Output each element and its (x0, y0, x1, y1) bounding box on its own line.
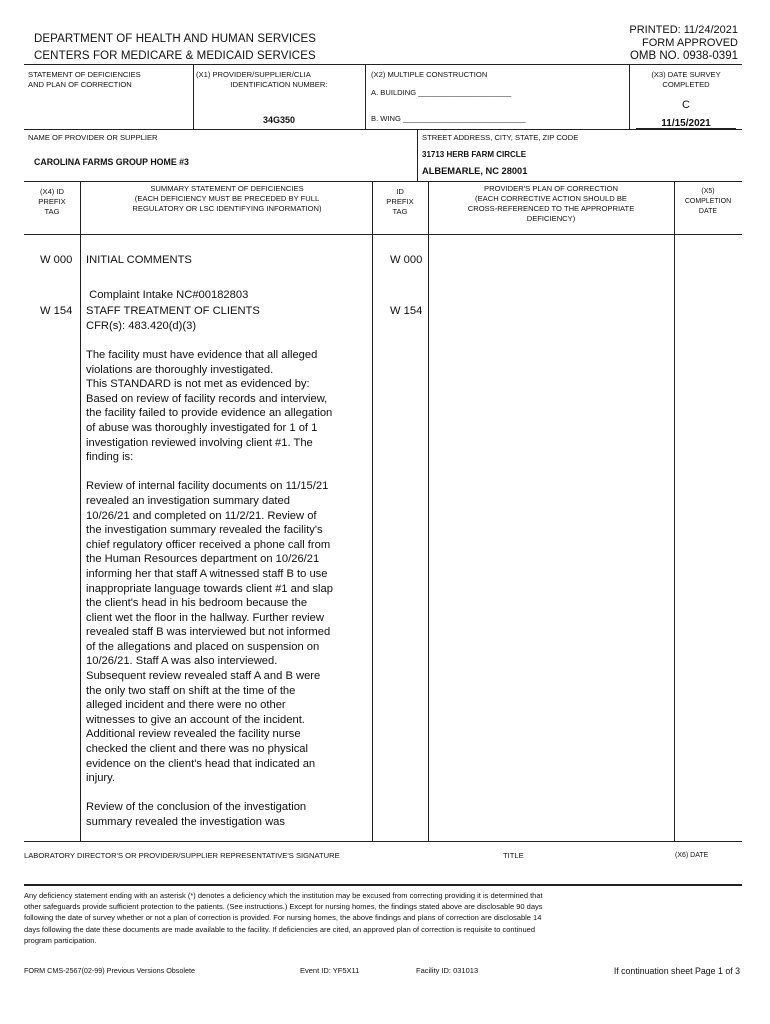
agency-title: CENTERS FOR MEDICARE & MEDICAID SERVICES (34, 50, 316, 62)
city-state-zip: ALBEMARLE, NC 28001 (422, 166, 528, 176)
printed-date: PRINTED: 11/24/2021 (629, 24, 738, 36)
survey-code: C (682, 99, 690, 111)
statement-label: STATEMENT OF DEFICIENCIES AND PLAN OF CORRECTION (28, 70, 141, 89)
form-approved: FORM APPROVED (642, 37, 738, 49)
provider-id-number: 34G350 (262, 115, 296, 125)
provider-name-label: NAME OF PROVIDER OR SUPPLIER (28, 133, 158, 142)
w154-title: STAFF TREATMENT OF CLIENTS (86, 305, 260, 317)
tag-w000: W 000 (40, 254, 73, 266)
narrative-paragraph-1: The facility must have evidence that all alleged violations are thoroughly investigated. This STANDARD is not met as evidenced by: Based on review of facility records and interview, the facility failed to provide evidence an allegation of abuse was thoroughly investigated for 1 of 1 investigation reviewed involving client #1. The finding is: (86, 349, 333, 464)
asterisk-footnote: Any deficiency statement ending with an asterisk (*) denotes a deficiency which the institution may be excused from correcting providing it is determined that other safeguards provide sufficient protection to the patients. (See instructions.) Except for nursing homes, the findings stated above are disclosable 90 days following the date of survey whether or not a plan of correction is provided. For nursing homes, the above findings and plans of correction are disclosable 14 days following the date these documents are made available to the facility. If deficiencies are cited, an approved plan of correction is requisite to continued program participation. (24, 891, 543, 945)
x5-header: (X5) COMPLETION DATE (684, 188, 732, 215)
complaint-intake: Complaint Intake NC#00182803 (86, 289, 249, 301)
title-label: TITLE (503, 851, 524, 860)
tag-w154: W 154 (40, 305, 73, 317)
initial-comments-title: INITIAL COMMENTS (86, 254, 192, 266)
x1-label: (X1) PROVIDER/SUPPLIER/CLIA IDENTIFICATION NUMBER: (196, 70, 328, 89)
provider-name: CAROLINA FARMS GROUP HOME #3 (34, 157, 189, 167)
deficiency-narrative (86, 348, 370, 844)
street-address: 31713 HERB FARM CIRCLE (422, 150, 527, 159)
date-label: (X6) DATE (675, 852, 709, 859)
id-header: ID PREFIX TAG (386, 187, 414, 216)
x3-label: (X3) DATE SURVEY COMPLETED (651, 70, 721, 89)
form-number: FORM CMS-2567(02-99) Previous Versions Obsolete (24, 966, 195, 975)
omb-number: OMB NO. 0938-0391 (629, 50, 738, 62)
w154-cfr: CFR(s): 483.420(d)(3) (86, 319, 197, 332)
summary-header: SUMMARY STATEMENT OF DEFICIENCIES (EACH DEFICIENCY MUST BE PRECEDED BY FULL REGULATORY OR LSC IDENTIFYING INFORMATION) (132, 184, 322, 213)
x2-label: (X2) MULTIPLE CONSTRUCTION (371, 70, 488, 79)
wing-field: B. WING _____________________________ (371, 114, 526, 123)
narrative-paragraph-3: Review of the conclusion of the investigation summary revealed the investigation was (86, 801, 307, 828)
tag-w000-right: W 000 (390, 254, 423, 266)
plan-header: PROVIDER'S PLAN OF CORRECTION (EACH CORRECTIVE ACTION SHOULD BE CROSS-REFERENCED TO THE APPROPRIATE DEFICIENCY) (467, 184, 635, 223)
building-field: A. BUILDING ______________________ (371, 88, 512, 97)
signature-label: LABORATORY DIRECTOR'S OR PROVIDER/SUPPLIER REPRESENTATIVE'S SIGNATURE (24, 851, 340, 860)
event-id: Event ID: YF5X11 (300, 966, 360, 975)
survey-completed-date: 11/15/2021 (661, 118, 711, 129)
x4-header: (X4) ID PREFIX TAG (38, 187, 66, 216)
narrative-paragraph-2: Review of internal facility documents on 11/15/21 revealed an investigation summary dated 10/26/21 and completed on 11/2/21. Review of the investigation summary revealed the facility's chief regulatory officer received a phone call from the Human Resources department on 10/26/21 informing her that staff A witnessed staff B to use inappropriate language towards client #1 and slap the client's head in his bedroom because the client wet the floor in the hallway. Further review revealed staff B was interviewed but not informed of the allegations and placed on suspension on 10/26/21. Staff A was also interviewed. Subsequent review revealed staff A and B were the only two staff on shift at the time of the alleged incident and there were no other witnesses to give an account of the incident. Additional review revealed the facility nurse checked the client and there was no physical evidence on the client's head that indicated an injury. (86, 480, 333, 785)
tag-w154-right: W 154 (390, 305, 423, 317)
page-indicator: If continuation sheet Page 1 of 3 (613, 966, 740, 976)
facility-id: Facility ID: 031013 (416, 966, 479, 975)
department-title: DEPARTMENT OF HEALTH AND HUMAN SERVICES (34, 33, 317, 45)
address-label: STREET ADDRESS, CITY, STATE, ZIP CODE (422, 133, 579, 142)
